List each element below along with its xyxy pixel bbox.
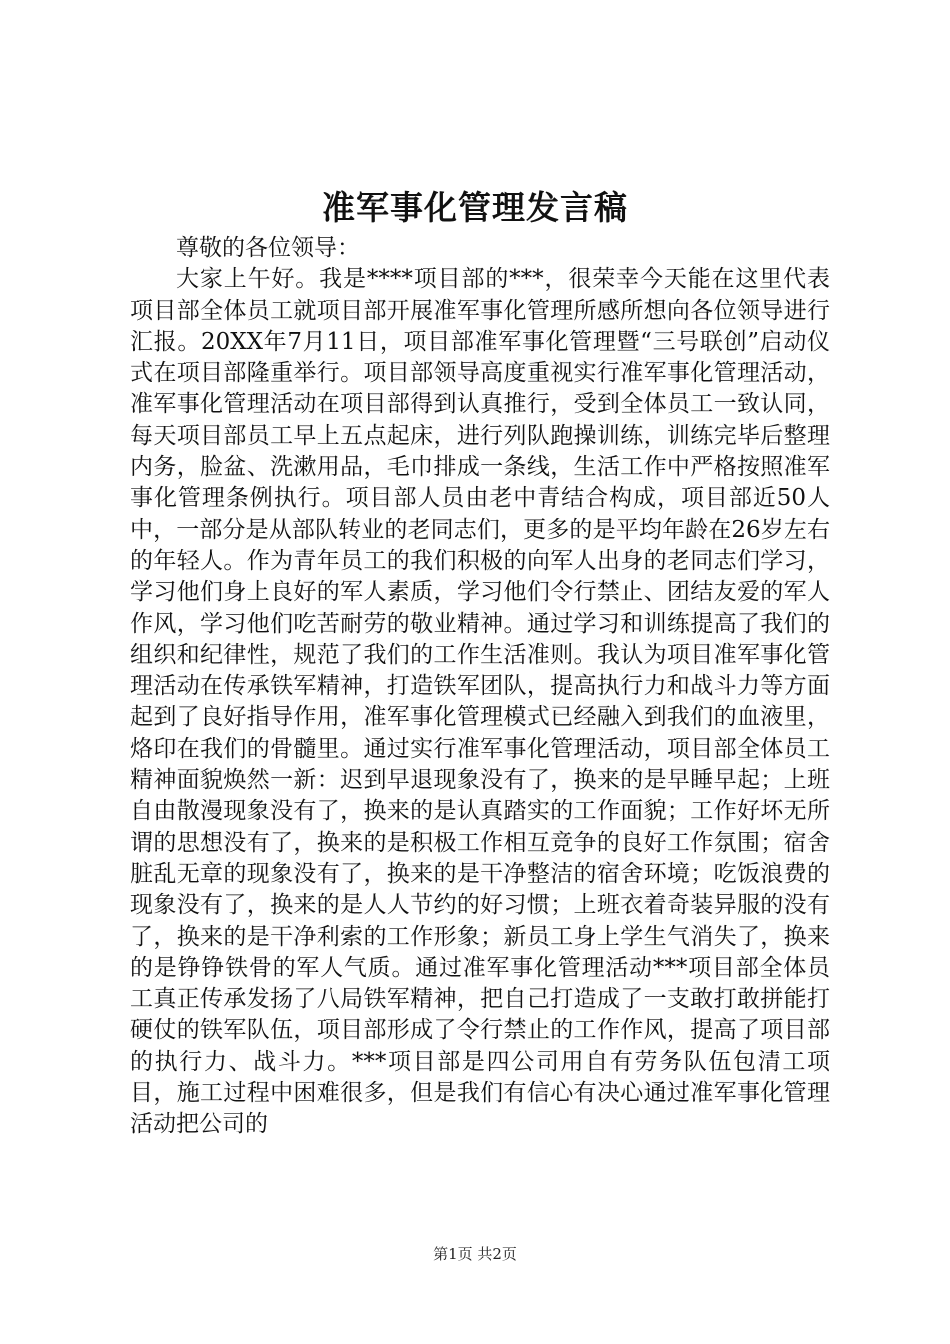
page-footer: 第1页 共2页: [433, 1245, 517, 1263]
salutation: 尊敬的各位领导：: [176, 235, 360, 261]
document-title: 准军事化管理发言稿: [322, 188, 628, 227]
body-paragraph: 大家上午好。我是****项目部的***，很荣幸今天能在这里代表项目部全体员工就项目部开展准军事化管理所感所想向各位领导进行汇报。20XX年7月11日，项目部准军事化管理暨“三号联创”启动仪式在项目部隆重举行。项目部领导高度重视实行准军事化管理活动，准军事化管理活动在项目部得到认真推行，受到全体员工一致认同，每天项目部员工早上五点起床，进行列队跑操训练，训练完毕后整理内务，脸盆、洗漱用品，毛巾排成一条线，生活工作中严格按照准军事化管理条例执行。项目部人员由老中青结合构成，项目部近50人中，一部分是从部队转业的老同志们，更多的是平均年龄在26岁左右的年轻人。作为青年员工的我们积极的向军人出身的老同志们学习，学习他们身上良好的军人素质，学习他们令行禁止、团结友爱的军人作风，学习他们吃苦耐劳的敬业精神。通过学习和训练提高了我们的组织和纪律性，规范了我们的工作生活准则。我认为项目准军事化管理活动在传承铁军精神，打造铁军团队，提高执行力和战斗力等方面起到了良好指导作用，准军事化管理模式已经融入到我们的血液里，烙印在我们的骨髓里。通过实行准军事化管理活动，项目部全体员工精神面貌焕然一新：迟到早退现象没有了，换来的是早睡早起；上班自由散漫现象没有了，换来的是认真踏实的工作面貌；工作好坏无所谓的思想没有了，换来的是积极工作相互竞争的良好工作氛围；宿舍脏乱无章的现象没有了，换来的是干净整洁的宿舍环境；吃饭浪费的现象没有了，换来的是人人节约的好习惯；上班衣着奇装异服的没有了，换来的是干净利索的工作形象；新员工身上学生气消失了，换来的是铮铮铁骨的军人气质。通过准军事化管理活动***项目部全体员工真正传承发扬了八局铁军精神，把自己打造成了一支敢打敢拼能打硬仗的铁军队伍，项目部形成了令行禁止的工作作风，提高了项目部的执行力、战斗力。***项目部是四公司用自有劳务队伍包清工项目，施工过程中困难很多，但是我们有信心有决心通过准军事化管理活动把公司的: [130, 266, 830, 1138]
document-body: [130, 233, 830, 1141]
